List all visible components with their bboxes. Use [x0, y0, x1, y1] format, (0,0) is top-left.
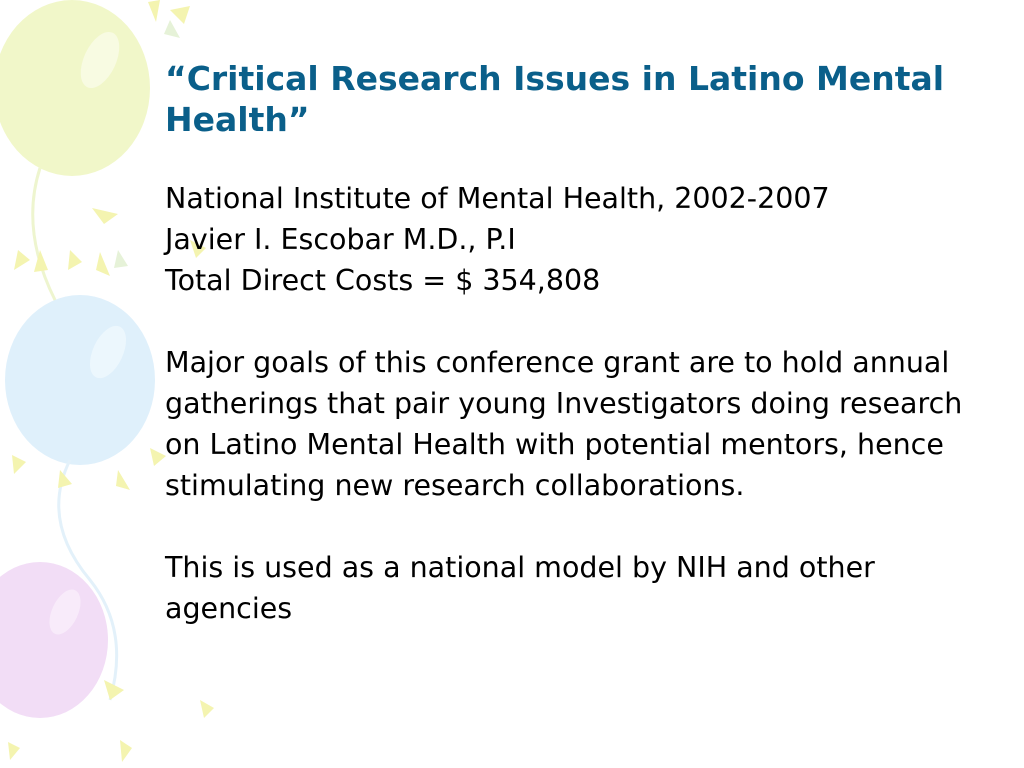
slide-title: “Critical Research Issues in Latino Mental Health” [165, 59, 945, 139]
national-model-note: This is used as a national model by NIH and other agencies [165, 551, 875, 625]
spacer [165, 140, 965, 178]
grant-costs: Total Direct Costs = $ 354,808 [165, 264, 601, 297]
grant-sponsor: National Institute of Mental Health, 2002-2007 [165, 182, 830, 215]
spacer [165, 301, 965, 342]
grant-investigator: Javier I. Escobar M.D., P.I [165, 223, 516, 256]
grant-goals: Major goals of this conference grant are to hold annual gatherings that pair young Investigators doing research on Latino Mental Health with potential mentors, hence stimulating new research collaborations. [165, 346, 963, 502]
balloon-purple-icon [0, 562, 108, 718]
slide-content [165, 58, 965, 629]
spacer [165, 506, 965, 547]
